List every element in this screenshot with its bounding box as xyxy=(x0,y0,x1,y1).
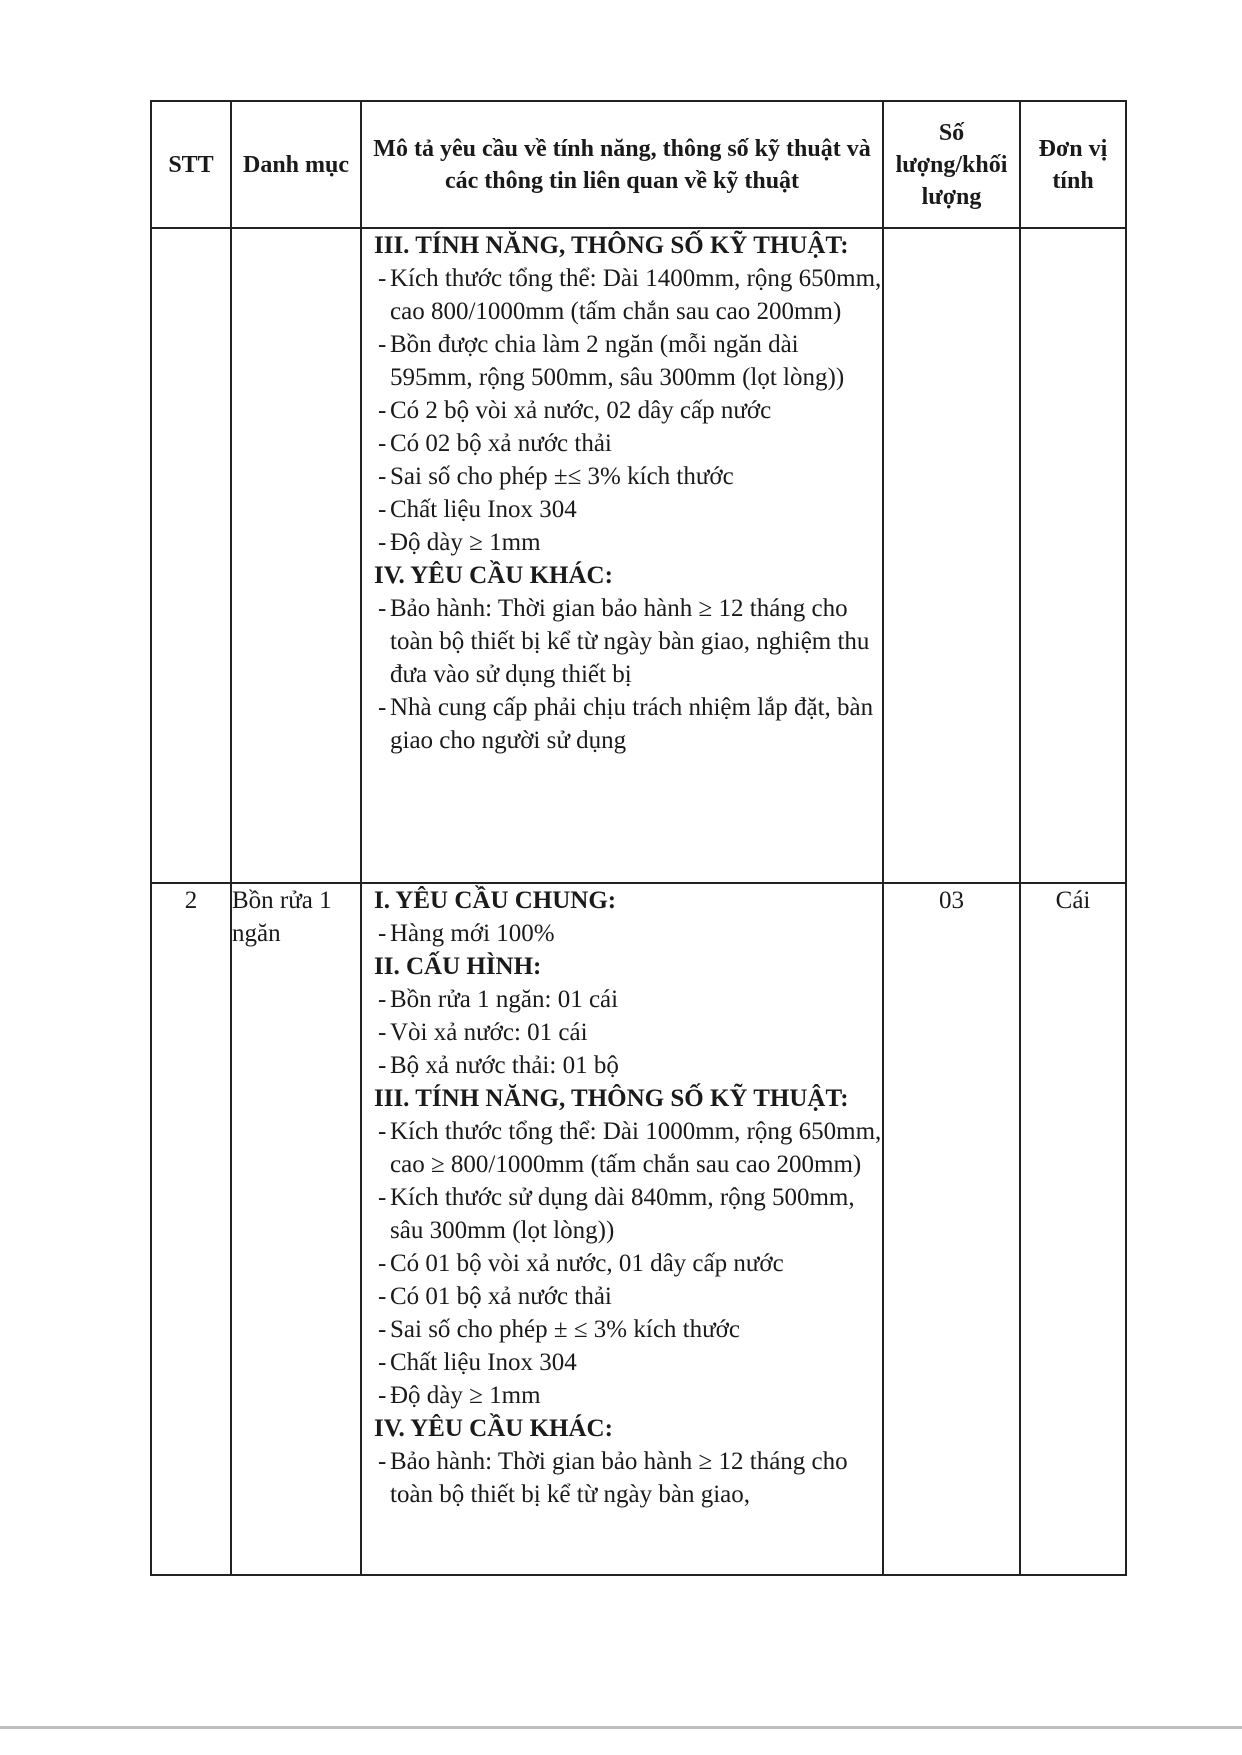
list-item xyxy=(362,592,882,691)
list-item xyxy=(362,691,882,757)
row2-description xyxy=(361,883,883,1575)
list-item xyxy=(362,493,882,526)
list-item-text: Có 01 bộ xả nước thải xyxy=(390,1283,612,1310)
row2-unit: Cái xyxy=(1020,883,1126,1575)
list-item xyxy=(362,460,882,493)
header-unit: Đơn vị tính xyxy=(1020,101,1126,228)
row2-stt: 2 xyxy=(151,883,231,1575)
header-name: Danh mục xyxy=(231,101,361,228)
list-item-text: Có 2 bộ vòi xả nước, 02 dây cấp nước xyxy=(390,397,772,424)
list-item-text: Sai số cho phép ±≤ 3% kích thước xyxy=(390,463,734,490)
dash-bullet: - xyxy=(378,496,387,523)
row2-items-2 xyxy=(362,983,882,1082)
dash-bullet: - xyxy=(378,1382,387,1409)
list-item xyxy=(362,1379,882,1412)
list-item-text: Chất liệu Inox 304 xyxy=(390,496,577,523)
list-item-text: Độ dày ≥ 1mm xyxy=(390,1382,541,1409)
list-item xyxy=(362,1247,882,1280)
row1-stt xyxy=(151,228,231,883)
list-item-text: Kích thước sử dụng dài 840mm, rộng 500mm, sâu 300mm (lọt lòng)) xyxy=(390,1184,855,1244)
dash-bullet: - xyxy=(378,331,387,358)
list-item xyxy=(362,1181,882,1247)
header-desc: Mô tả yêu cầu về tính năng, thông số kỹ thuật và các thông tin liên quan về kỹ thuật xyxy=(361,101,883,228)
row2-qty: 03 xyxy=(883,883,1020,1575)
row2-name: Bồn rửa 1 ngăn xyxy=(231,883,361,1575)
list-item xyxy=(362,1115,882,1181)
row1-items-3 xyxy=(362,262,882,559)
dash-bullet: - xyxy=(378,1118,387,1145)
dash-bullet: - xyxy=(378,1349,387,1376)
list-item xyxy=(362,1445,882,1511)
dash-bullet: - xyxy=(378,920,387,947)
spec-table xyxy=(150,100,1127,1576)
list-item xyxy=(362,983,882,1016)
row1-description xyxy=(361,228,883,883)
row2-items-4 xyxy=(362,1445,882,1511)
row2-section-3: III. TÍNH NĂNG, THÔNG SỐ KỸ THUẬT: xyxy=(374,1085,849,1112)
table-row xyxy=(151,228,1126,883)
list-item-text: Bồn được chia làm 2 ngăn (mỗi ngăn dài 595mm, rộng 500mm, sâu 300mm (lọt lòng)) xyxy=(390,331,845,391)
list-item-text: Kích thước tổng thể: Dài 1000mm, rộng 650mm, cao ≥ 800/1000mm (tấm chắn sau cao 200mm) xyxy=(390,1118,882,1178)
dash-bullet: - xyxy=(378,430,387,457)
row1-section-3: III. TÍNH NĂNG, THÔNG SỐ KỸ THUẬT: xyxy=(374,232,849,259)
row2-items-3 xyxy=(362,1115,882,1412)
list-item xyxy=(362,917,882,950)
list-item-text: Nhà cung cấp phải chịu trách nhiệm lắp đặt, bàn giao cho người sử dụng xyxy=(390,694,874,754)
dash-bullet: - xyxy=(378,595,387,622)
list-item-text: Bộ xả nước thải: 01 bộ xyxy=(390,1052,619,1079)
list-item xyxy=(362,1346,882,1379)
list-item xyxy=(362,328,882,394)
dash-bullet: - xyxy=(378,529,387,556)
row2-section-2: II. CẤU HÌNH: xyxy=(374,953,542,980)
table-header-row xyxy=(151,101,1126,228)
list-item xyxy=(362,394,882,427)
list-item-text: Có 02 bộ xả nước thải xyxy=(390,430,612,457)
list-item xyxy=(362,1313,882,1346)
table-row xyxy=(151,883,1126,1575)
page-bottom-edge xyxy=(0,1726,1242,1729)
dash-bullet: - xyxy=(378,265,387,292)
list-item-text: Bồn rửa 1 ngăn: 01 cái xyxy=(390,986,619,1013)
list-item xyxy=(362,1049,882,1082)
row2-section-4: IV. YÊU CẦU KHÁC: xyxy=(374,1415,613,1442)
list-item-text: Kích thước tổng thể: Dài 1400mm, rộng 650mm, cao 800/1000mm (tấm chắn sau cao 200mm) xyxy=(390,265,882,325)
list-item xyxy=(362,1280,882,1313)
dash-bullet: - xyxy=(378,397,387,424)
dash-bullet: - xyxy=(378,1283,387,1310)
row1-qty xyxy=(883,228,1020,883)
dash-bullet: - xyxy=(378,694,387,721)
dash-bullet: - xyxy=(378,1019,387,1046)
row1-unit xyxy=(1020,228,1126,883)
row1-section-4: IV. YÊU CẦU KHÁC: xyxy=(374,562,613,589)
list-item xyxy=(362,262,882,328)
list-item-text: Bảo hành: Thời gian bảo hành ≥ 12 tháng cho toàn bộ thiết bị kể từ ngày bàn giao, nghiệm thu đưa vào sử dụng thiết bị xyxy=(390,595,870,688)
list-item-text: Có 01 bộ vòi xả nước, 01 dây cấp nước xyxy=(390,1250,784,1277)
list-item-text: Sai số cho phép ± ≤ 3% kích thước xyxy=(390,1316,740,1343)
dash-bullet: - xyxy=(378,1448,387,1475)
list-item-text: Bảo hành: Thời gian bảo hành ≥ 12 tháng cho toàn bộ thiết bị kể từ ngày bàn giao, xyxy=(390,1448,848,1508)
list-item-text: Độ dày ≥ 1mm xyxy=(390,529,541,556)
list-item-text: Vòi xả nước: 01 cái xyxy=(390,1019,588,1046)
row1-name xyxy=(231,228,361,883)
list-item-text: Hàng mới 100% xyxy=(390,920,555,947)
header-stt: STT xyxy=(151,101,231,228)
header-qty: Số lượng/khối lượng xyxy=(883,101,1020,228)
dash-bullet: - xyxy=(378,986,387,1013)
row1-items-4 xyxy=(362,592,882,757)
dash-bullet: - xyxy=(378,1184,387,1211)
dash-bullet: - xyxy=(378,1316,387,1343)
dash-bullet: - xyxy=(378,1250,387,1277)
list-item xyxy=(362,427,882,460)
list-item xyxy=(362,526,882,559)
row2-section-1: I. YÊU CẦU CHUNG: xyxy=(374,887,617,914)
dash-bullet: - xyxy=(378,1052,387,1079)
dash-bullet: - xyxy=(378,463,387,490)
list-item xyxy=(362,1016,882,1049)
list-item-text: Chất liệu Inox 304 xyxy=(390,1349,577,1376)
row2-items-1 xyxy=(362,917,882,950)
